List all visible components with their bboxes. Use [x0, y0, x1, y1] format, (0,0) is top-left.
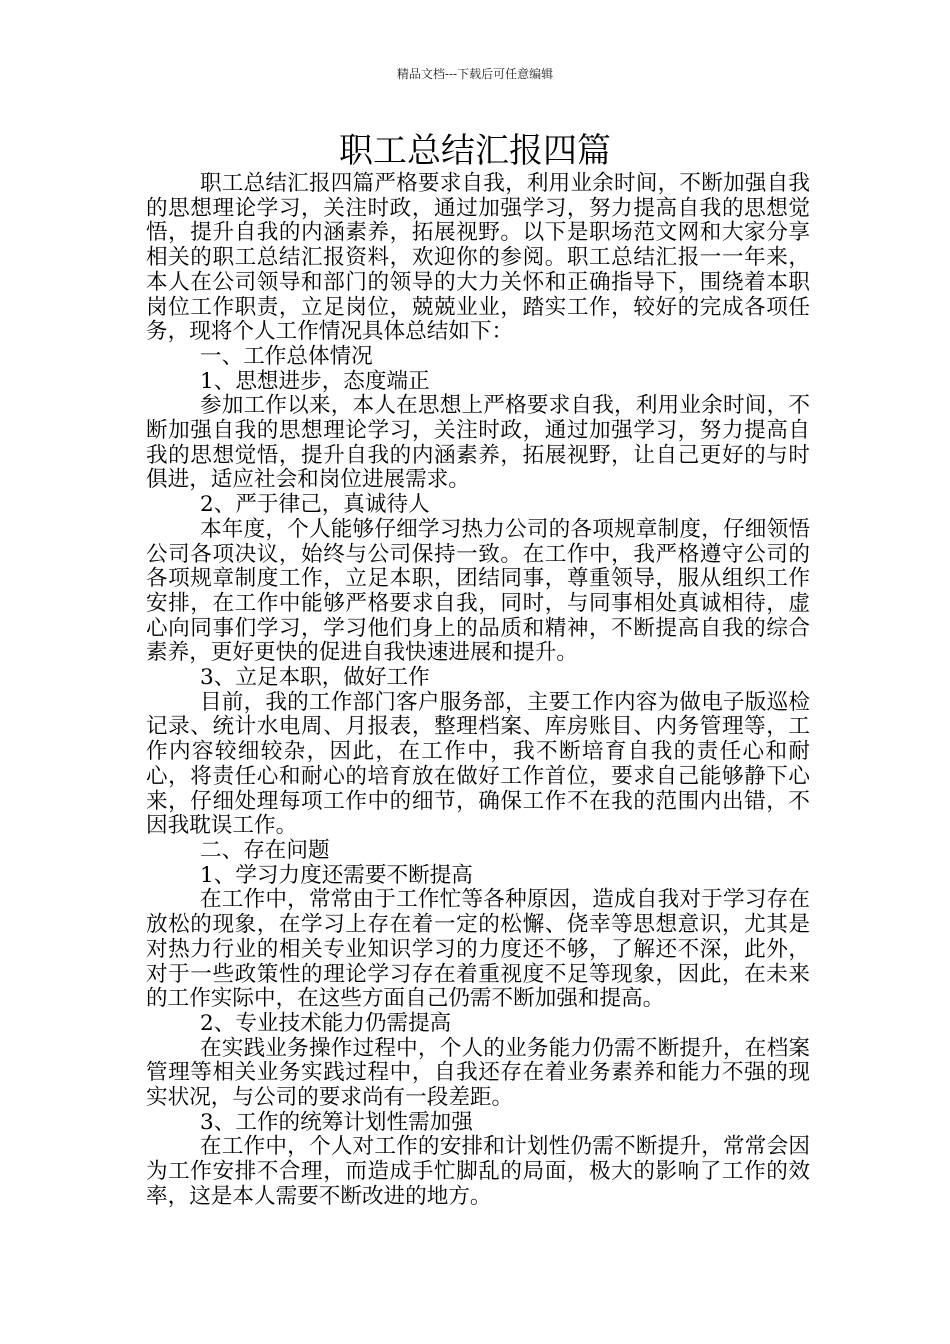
paragraph-intro: 职工总结汇报四篇严格要求自我，利用业余时间，不断加强自我的思想理论学习，关注时政，通过加强学习，努力提高自我的思想觉悟，提升自我的内涵素养，拓展视野。以下是职场范文网和大家分享相关的职工总结汇报资料，欢迎你的参阅。职工总结汇报一一年来，本人在公司领导和部门的领导的大力关怀和正确指导下，围绕着本职岗位工作职责，立足岗位，兢兢业业，踏实工作，较好的完成各项任务，现将个人工作情况具体总结如下： — [146, 171, 810, 345]
paragraph-2-2: 在实践业务操作过程中，个人的业务能力仍需不断提升，在档案管理等相关业务实践过程中，自我还存在着业务素养和能力不强的现实状况，与公司的要求尚有一段差距。 — [146, 1035, 810, 1111]
subheading-1-1: 1、思想进步，态度端正 — [200, 368, 430, 394]
paragraph-1-1: 参加工作以来，本人在思想上严格要求自我，利用业余时间，不断加强自我的思想理论学习，关注时政，通过加强学习，努力提高自我的思想觉悟，提升自我的内涵素养，拓展视野，让自己更好的与时俱进，适应社会和岗位进展需求。 — [146, 393, 810, 493]
section-heading-2: 二、存在问题 — [200, 837, 330, 863]
subheading-1-2: 2、严于律己，真诚待人 — [200, 492, 430, 518]
section-heading-1: 一、工作总体情况 — [200, 343, 373, 369]
subheading-2-2: 2、专业技术能力仍需提高 — [200, 1010, 452, 1036]
subheading-2-1: 1、学习力度还需要不断提高 — [200, 862, 473, 888]
document-body — [146, 172, 810, 1210]
header-watermark: 精品文档---下载后可任意编辑 — [396, 67, 554, 81]
paragraph-1-3: 目前，我的工作部门客户服务部，主要工作内容为做电子版巡检记录、统计水电周、月报表，整理档案、库房账目、内务管理等，工作内容较细较杂，因此，在工作中，我不断培育自我的责任心和耐心，将责任心和耐心的培育放在做好工作首位，要求自己能够静下心来，仔细处理每项工作中的细节，确保工作不在我的范围内出错，不因我耽误工作。 — [146, 689, 810, 839]
subheading-2-3: 3、工作的统筹计划性需加强 — [200, 1109, 473, 1135]
paragraph-2-1: 在工作中，常常由于工作忙等各种原因，造成自我对于学习存在放松的现象，在学习上存在着一定的松懈、侥幸等思想意识，尤其是对热力行业的相关专业知识学习的力度还不够，了解还不深，此外，对于一些政策性的理论学习存在着重视度不足等现象，因此，在未来的工作实际中，在这些方面自己仍需不断加强和提高。 — [146, 887, 810, 1012]
document-title: 职工总结汇报四篇 — [339, 131, 611, 171]
subheading-1-3: 3、立足本职，做好工作 — [200, 665, 430, 691]
paragraph-2-3: 在工作中，个人对工作的安排和计划性仍需不断提升，常常会因为工作安排不合理，而造成手忙脚乱的局面，极大的影响了工作的效率，这是本人需要不断改进的地方。 — [146, 1134, 810, 1209]
paragraph-1-2: 本年度，个人能够仔细学习热力公司的各项规章制度，仔细领悟公司各项决议，始终与公司保持一致。在工作中，我严格遵守公司的各项规章制度工作，立足本职，团结同事，尊重领导，服从组织工作安排，在工作中能够严格要求自我，同时，与同事相处真诚相待，虚心向同事们学习，学习他们身上的品质和精神，不断提高自我的综合素养，更好更快的促进自我快速进展和提升。 — [146, 516, 810, 666]
